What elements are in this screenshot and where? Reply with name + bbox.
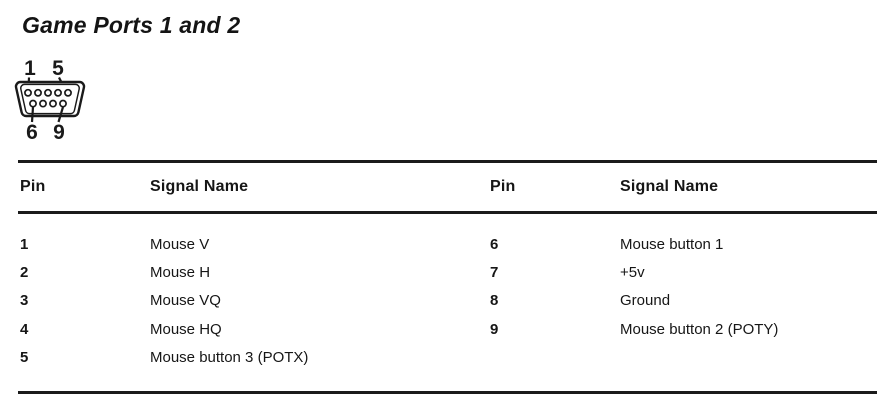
signal-name-cell: Mouse H xyxy=(150,264,211,282)
connector-pin9-label: 9 xyxy=(53,121,65,144)
signal-name-cell: Mouse HQ xyxy=(150,320,222,338)
table-row xyxy=(18,344,877,372)
table-row xyxy=(18,258,877,286)
connector-pin5-label: 5 xyxy=(52,57,64,80)
pin-number-cell: 8 xyxy=(490,292,499,310)
signal-name-cell: +5v xyxy=(620,264,645,282)
page-title: Game Ports 1 and 2 xyxy=(22,12,241,38)
signal-name-cell: Mouse button 2 (POTY) xyxy=(620,320,779,338)
db9-connector-diagram xyxy=(12,54,92,146)
pin-number-cell: 9 xyxy=(490,320,499,338)
connector-pin6-label: 6 xyxy=(26,121,38,144)
signal-name-cell: Mouse button 3 (POTX) xyxy=(150,349,309,367)
table-bottom-rule xyxy=(18,391,877,394)
table-row xyxy=(18,315,877,343)
pin-number-cell: 3 xyxy=(20,292,29,310)
table-row xyxy=(18,230,877,258)
pin-number-cell: 4 xyxy=(20,320,29,338)
pin-assignment-table xyxy=(18,160,877,394)
pin-number-cell: 6 xyxy=(490,235,499,253)
table-body xyxy=(18,214,877,372)
connector-pin1-label: 1 xyxy=(24,57,36,80)
signal-name-cell: Mouse button 1 xyxy=(620,235,724,253)
signal-name-cell: Mouse VQ xyxy=(150,292,221,310)
pin-number-cell: 5 xyxy=(20,349,29,367)
db9-connector-icon xyxy=(12,54,92,146)
column-header-pin-left: Pin xyxy=(20,178,46,195)
pin6-leader-line xyxy=(32,107,33,122)
table-header-row xyxy=(18,163,877,211)
pin-number-cell: 1 xyxy=(20,235,29,253)
signal-name-cell: Mouse V xyxy=(150,235,210,253)
table-row xyxy=(18,287,877,315)
column-header-signal-right: Signal Name xyxy=(620,178,719,195)
signal-name-cell: Ground xyxy=(620,292,671,310)
pin-number-cell: 7 xyxy=(490,264,499,282)
column-header-pin-right: Pin xyxy=(490,178,516,195)
column-header-signal-left: Signal Name xyxy=(150,178,249,195)
pin-number-cell: 2 xyxy=(20,264,29,282)
table-bottom-spacer xyxy=(18,372,877,391)
